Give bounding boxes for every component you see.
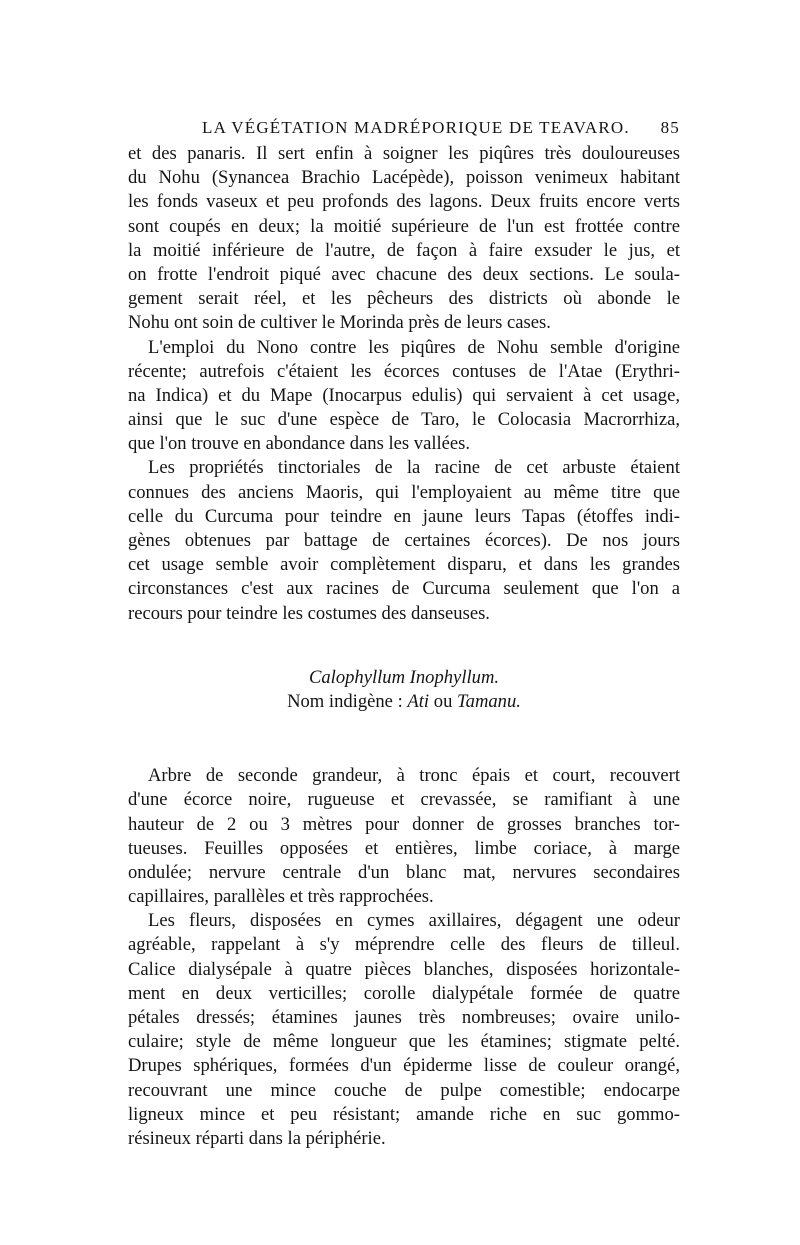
text-line: Nohu ont soin de cultiver le Morinda près de leurs cases. bbox=[128, 312, 551, 334]
text-line: recouvrant une mince couche de pulpe comestible; endocarpe bbox=[128, 1079, 680, 1101]
text-line: ment en deux verticilles; corolle dialypétale formée de quatre bbox=[128, 982, 680, 1004]
paragraph-2 bbox=[128, 336, 680, 457]
text-line: connues des anciens Maoris, qui l'employaient au même titre que bbox=[128, 481, 680, 503]
book-page bbox=[128, 112, 680, 1151]
text-line: Calice dialysépale à quatre pièces blanches, disposées horizontale- bbox=[128, 958, 680, 980]
text-line: ainsi que le suc d'une espèce de Taro, le Colocasia Macrorrhiza, bbox=[128, 409, 680, 431]
native-name-line bbox=[128, 690, 680, 714]
page-number: 85 bbox=[660, 118, 680, 137]
text-line: cet usage semble avoir complètement disparu, et dans les grandes bbox=[128, 554, 680, 576]
text-line: Les propriétés tinctoriales de la racine de cet arbuste étaient bbox=[148, 457, 680, 479]
running-title: LA VÉGÉTATION MADRÉPORIQUE DE TEAVARO. bbox=[202, 118, 630, 137]
text-line: culaire; style de même longueur que les étamines; stigmate pelté. bbox=[128, 1031, 680, 1053]
text-line: récente; autrefois c'étaient les écorces contuses de l'Atae (Erythri- bbox=[128, 360, 680, 382]
text-line: on frotte l'endroit piqué avec chacune des deux sections. Le soula- bbox=[128, 263, 680, 285]
text-line: gement serait réel, et les pêcheurs des districts où abonde le bbox=[128, 288, 680, 310]
text-line: la moitié inférieure de l'autre, de façon à faire exsuder le jus, et bbox=[128, 239, 680, 261]
text-line: agréable, rappelant à s'y méprendre celle des fleurs de tilleul. bbox=[128, 934, 680, 956]
text-line: que l'on trouve en abondance dans les vallées. bbox=[128, 433, 471, 455]
text-line: et des panaris. Il sert enfin à soigner les piqûres très douloureuses bbox=[128, 143, 680, 164]
text-line: les fonds vaseux et peu profonds des lagons. Deux fruits encore verts bbox=[128, 191, 680, 213]
native-name-label: Nom indigène : bbox=[287, 690, 403, 712]
native-name-tamanu: Tamanu. bbox=[457, 690, 521, 712]
paragraph-3 bbox=[128, 456, 680, 625]
native-name-or: ou bbox=[433, 690, 453, 712]
text-line: recours pour teindre les costumes des danseuses. bbox=[128, 602, 490, 624]
text-line: na Indica) et du Mape (Inocarpus edulis) qui servaient à cet usage, bbox=[128, 384, 680, 406]
text-line: Drupes sphériques, formées d'un épiderme lisse de couleur orangé, bbox=[128, 1055, 680, 1077]
text-line: Les fleurs, disposées en cymes axillaires, dégagent une odeur bbox=[148, 910, 680, 932]
text-line: circonstances c'est aux racines de Curcuma seulement que l'on a bbox=[128, 578, 680, 600]
text-line: d'une écorce noire, rugueuse et crevassée, se ramifiant à une bbox=[128, 789, 680, 811]
text-line: celle du Curcuma pour teindre en jaune leurs Tapas (étoffes indi- bbox=[128, 505, 680, 527]
text-line: tueuses. Feuilles opposées et entières, limbe coriace, à marge bbox=[128, 837, 680, 859]
species-name: Calophyllum Inophyllum. bbox=[308, 666, 500, 688]
text-line: ondulée; nervure centrale d'un blanc mat, nervures secondaires bbox=[128, 861, 680, 883]
paragraph-5 bbox=[128, 909, 680, 1151]
text-line: ligneux mince et peu résistant; amande riche en suc gommo- bbox=[128, 1103, 680, 1125]
text-line: du Nohu (Synancea Brachio Lacépède), poisson venimeux habitant bbox=[128, 167, 680, 189]
text-line: hauteur de 2 ou 3 mètres pour donner de grosses branches tor- bbox=[128, 813, 680, 835]
text-line: Arbre de seconde grandeur, à tronc épais et court, recouvert bbox=[148, 765, 680, 787]
text-line: résineux réparti dans la périphérie. bbox=[128, 1127, 386, 1149]
species-heading bbox=[128, 666, 680, 714]
text-line: pétales dressés; étamines jaunes très nombreuses; ovaire unilo- bbox=[128, 1007, 680, 1029]
text-line: capillaires, parallèles et très rapprochées. bbox=[128, 886, 434, 908]
text-line: L'emploi du Nono contre les piqûres de Nohu semble d'origine bbox=[148, 336, 680, 358]
text-line: gènes obtenues par battage de certaines écorces). De nos jours bbox=[128, 530, 680, 551]
running-head bbox=[128, 112, 680, 142]
native-name-ati: Ati bbox=[407, 690, 430, 712]
text-line: sont coupés en deux; la moitié supérieure de l'un est frottée contre bbox=[128, 215, 680, 237]
paragraph-1 bbox=[128, 142, 680, 336]
paragraph-4 bbox=[128, 764, 680, 909]
